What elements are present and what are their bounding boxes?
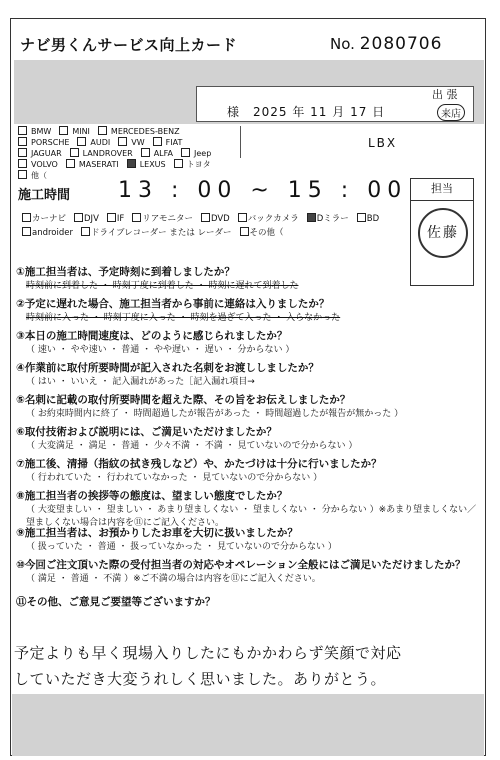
question-3: ③本日の施工時間速度は、どのように感じられましたか？: [16, 330, 288, 342]
answer-2: 時刻前に入った ・ 時刻丁度に入った ・ 時刻を過ぎて入った ・ 入らなかった: [26, 313, 341, 323]
work-option-label: カーナビ: [32, 214, 67, 224]
answer-9: （ 扱っていた ・ 普通 ・ 扱っていなかった ・ 見ていないので分からない ）: [26, 542, 337, 552]
question-7: ⑦施工後、清掃（指紋の拭き残しなど）や、かたづけは十分に行いましたか？: [16, 458, 382, 470]
brand-label: Jeep: [193, 149, 212, 158]
comment-line-2: していただき大変うれしく思いました。ありがとう。: [14, 670, 387, 688]
work-option-label: リアモニター: [142, 214, 193, 224]
work-option-label: Dミラー: [316, 214, 349, 224]
brand-label: トヨタ: [186, 160, 211, 169]
question-1: ①施工担当者は、予定時刻に到着しましたか？: [16, 266, 235, 278]
checkbox-icon[interactable]: [77, 137, 86, 146]
checkbox-icon[interactable]: [201, 213, 210, 222]
brand-option[interactable]: [18, 137, 73, 148]
brand-label: VOLVO: [31, 160, 58, 169]
brand-option[interactable]: [77, 137, 114, 148]
brand-label: LEXUS: [139, 160, 166, 169]
work-option[interactable]: [107, 212, 124, 226]
card-number-value: 2080706: [359, 34, 443, 54]
answer-6: （ 大変満足 ・ 満足 ・ 普通 ・ 少々不満 ・ 不満 ・ 見ていないので分からない ）: [26, 441, 358, 451]
card-number-label: No.: [330, 35, 355, 53]
work-option[interactable]: [240, 226, 284, 240]
card-title: ナビ男くんサービス向上カード: [20, 36, 238, 54]
brand-option[interactable]: [66, 159, 123, 170]
answer-4: （ はい ・ いいえ ・ 記入漏れがあった［記入漏れ項目→: [26, 377, 255, 387]
brand-option[interactable]: [174, 159, 215, 170]
brand-option[interactable]: [153, 137, 187, 148]
visit-date: 2025 年 11 月 17 日: [253, 105, 386, 119]
checkbox-icon[interactable]: [118, 137, 127, 146]
brand-option[interactable]: [70, 148, 137, 159]
visit-label: 来店: [437, 104, 465, 121]
redacted-footer: [12, 694, 484, 756]
work-option[interactable]: [307, 212, 349, 226]
question-2: ②予定に遅れた場合、施工担当者から事前に連絡は入りましたか？: [16, 298, 330, 310]
question-9: ⑨施工担当者は、お預かりしたお車を大切に扱いましたか？: [16, 527, 298, 539]
brand-label: VW: [131, 138, 145, 147]
answer-1: 時刻前に到着した ・ 時刻丁度に到着した ・ 時刻に遅れて到着した: [26, 281, 299, 291]
work-option-label: androider: [32, 228, 73, 238]
model-box: [240, 126, 485, 158]
question-11: ⑪その他、ご意見ご要望等ございますか？: [16, 596, 216, 608]
checkbox-icon[interactable]: [22, 213, 31, 222]
question-10: ⑩今回ご注文頂いた際の受付担当者の対応やオペレーション全般にはご満足いただけましたか？: [16, 559, 466, 571]
brand-label: JAGUAR: [31, 149, 62, 158]
checkbox-icon[interactable]: [66, 159, 75, 168]
checkbox-icon[interactable]: [181, 148, 190, 157]
answer-5: （ お約束時間内に終了 ・ 時間超過したが報告があった ・ 時間超過したが報告が無かった ）: [26, 409, 404, 419]
brand-label: BMW: [31, 127, 52, 136]
checkbox-icon[interactable]: [70, 148, 79, 157]
car-model: LBX: [368, 136, 398, 150]
checkbox-icon[interactable]: [357, 213, 366, 222]
work-option-label: DVD: [210, 214, 230, 224]
brand-list: [18, 126, 228, 181]
brand-option[interactable]: [59, 126, 94, 137]
checkbox-icon[interactable]: [107, 213, 116, 222]
work-option-label: ドライブレコーダー または レーダー: [90, 228, 232, 238]
question-5: ⑤名刺に記載の取付所要時間を超えた際、その旨をお伝えしましたか？: [16, 394, 351, 406]
work-option[interactable]: [357, 212, 379, 226]
brand-option[interactable]: [18, 148, 66, 159]
brand-label: MINI: [72, 127, 90, 136]
brand-label: FIAT: [165, 138, 183, 147]
checkbox-icon[interactable]: [127, 159, 136, 168]
checkbox-icon[interactable]: [141, 148, 150, 157]
checkbox-icon[interactable]: [307, 213, 316, 222]
work-option[interactable]: [81, 226, 232, 240]
work-option-label: DJV: [84, 214, 99, 224]
brand-option[interactable]: [141, 148, 177, 159]
checkbox-icon[interactable]: [132, 213, 141, 222]
brand-label: LANDROVER: [82, 149, 133, 158]
brand-label: MASERATI: [78, 160, 119, 169]
brand-option[interactable]: [118, 137, 148, 148]
work-option-label: IF: [116, 214, 125, 224]
answer-7: （ 行われていた ・ 行われていなかった ・ 見ていないので分からない ）: [26, 473, 323, 483]
checkbox-icon[interactable]: [22, 227, 31, 236]
checkbox-icon[interactable]: [174, 159, 183, 168]
checkbox-icon[interactable]: [18, 170, 27, 179]
work-option[interactable]: [22, 226, 73, 240]
time-section-title: 施工時間: [18, 188, 71, 203]
customer-comment: [14, 640, 486, 692]
work-time-value: 13 : 00 ~ 15 : 00: [118, 178, 408, 203]
brand-option[interactable]: [18, 170, 51, 181]
customer-honorific: 様: [227, 105, 240, 119]
checkbox-icon[interactable]: [18, 126, 27, 135]
checkbox-icon[interactable]: [81, 227, 90, 236]
staff-label: 担当: [410, 178, 474, 201]
checkbox-icon[interactable]: [240, 227, 249, 236]
checkbox-icon[interactable]: [238, 213, 247, 222]
checkbox-icon[interactable]: [18, 137, 27, 146]
work-option[interactable]: [74, 212, 99, 226]
answer-8: （ 大変望ましい ・ 望ましい ・ あまり望ましくない ・ 望ましくない ・ 分からない ）※あまり望ましくない／望ましくない場合は内容を⑪にご記入ください。: [26, 505, 477, 528]
comment-line-1: 予定よりも早く現場入りしたにもかかわらず笑顔で対応: [14, 644, 402, 662]
brand-option[interactable]: [181, 148, 215, 159]
answer-10: （ 満足 ・ 普通 ・ 不満 ）※ご不満の場合は内容を⑪にご記入ください。: [26, 574, 321, 584]
brand-option[interactable]: [18, 126, 55, 137]
work-option[interactable]: [132, 212, 193, 226]
brand-option[interactable]: [98, 126, 184, 137]
question-8: ⑧施工担当者の挨拶等の態度は、望ましい態度でしたか？: [16, 490, 288, 502]
work-option[interactable]: [238, 212, 299, 226]
work-option[interactable]: [22, 212, 66, 226]
card-number: [330, 34, 442, 54]
checkbox-icon[interactable]: [18, 148, 27, 157]
work-option-label: バックカメラ: [247, 214, 299, 224]
brand-label: ALFA: [153, 149, 173, 158]
brand-option[interactable]: [18, 159, 62, 170]
answer-3: （ 速い ・ やや速い ・ 普通 ・ やや遅い ・ 遅い ・ 分からない ）: [26, 345, 295, 355]
brand-label: MERCEDES-BENZ: [110, 127, 180, 136]
staff-stamp: 佐藤: [418, 208, 468, 258]
checkbox-icon[interactable]: [18, 159, 27, 168]
checkbox-icon[interactable]: [98, 126, 107, 135]
trip-label: 出 張: [432, 88, 458, 101]
work-option-label: BD: [366, 214, 380, 224]
work-option-label: その他（: [249, 228, 284, 238]
work-option[interactable]: [201, 212, 230, 226]
question-4: ④作業前に取付所要時間が記入された名刺をお渡ししましたか？: [16, 362, 319, 374]
brand-option[interactable]: [127, 159, 170, 170]
checkbox-icon[interactable]: [153, 137, 162, 146]
work-options: [22, 212, 402, 240]
brand-label: AUDI: [90, 138, 111, 147]
question-6: ⑥取付技術および説明には、ご満足いただけましたか？: [16, 426, 277, 438]
checkbox-icon[interactable]: [74, 213, 83, 222]
checkbox-icon[interactable]: [59, 126, 68, 135]
brand-label: 他（: [31, 171, 47, 180]
brand-label: PORSCHE: [31, 138, 70, 147]
